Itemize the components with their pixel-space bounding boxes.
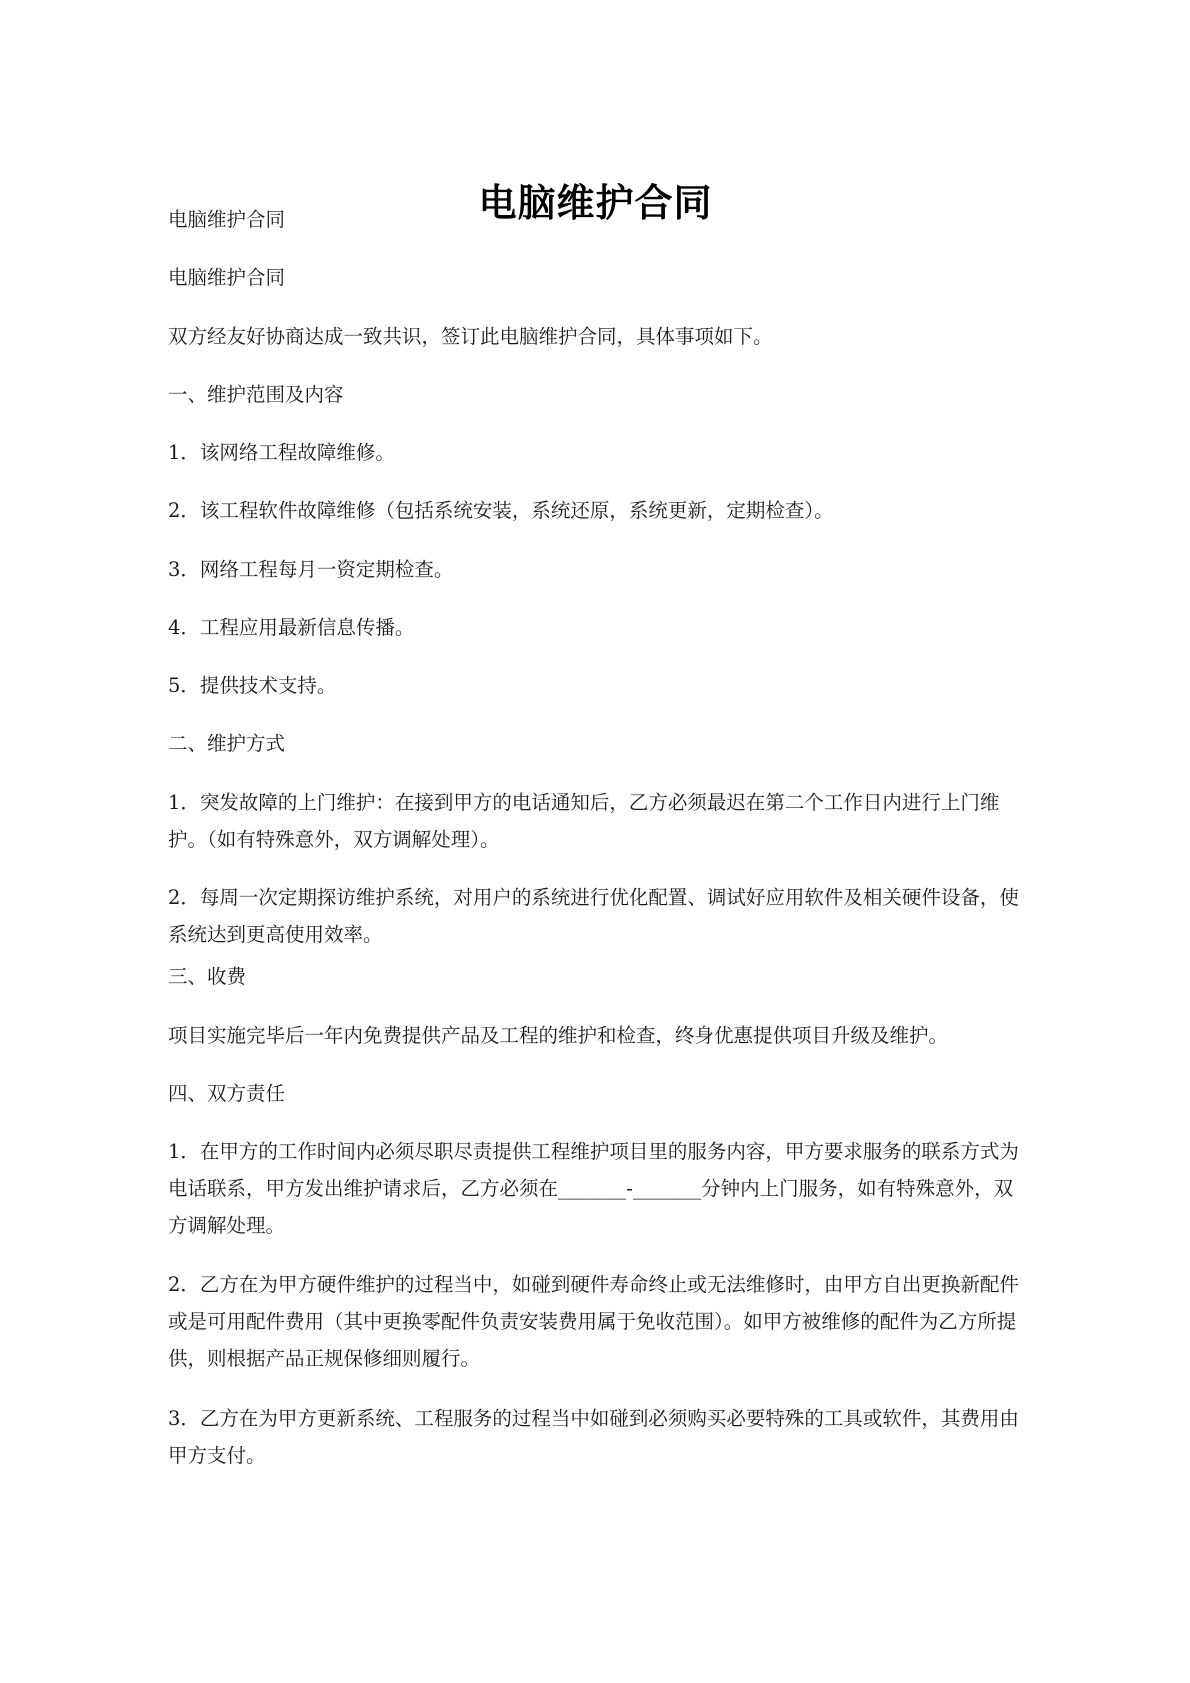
intro-paragraph: 双方经友好协商达成一致共识，签订此电脑维护合同，具体事项如下。 [168, 325, 773, 348]
clause-paragraph: 项目实施完毕后一年内免费提供产品及工程的维护和检查，终身优惠提供项目升级及维护。 [168, 1024, 949, 1047]
section-heading-scope: 一、维护范围及内容 [168, 383, 344, 406]
clause-paragraph: 1．突发故障的上门维护：在接到甲方的电话通知后，乙方必须最迟在第二个工作日内进行上门维护。（如有特殊意外，双方调解处理）。 [168, 791, 1000, 851]
clause-paragraph: 3．网络工程每月一资定期检查。 [168, 558, 454, 581]
subtitle-line: 电脑维护合同 [168, 208, 286, 231]
subtitle-line: 电脑维护合同 [168, 266, 286, 289]
clause-paragraph: 3．乙方在为甲方更新系统、工程服务的过程当中如碰到必须购买必要特殊的工具或软件，其费用由甲方支付。 [168, 1407, 1019, 1467]
clause-paragraph: 4．工程应用最新信息传播。 [168, 616, 415, 639]
section-heading-responsibilities: 四、双方责任 [168, 1082, 286, 1105]
clause-paragraph: 2．乙方在为甲方硬件维护的过程当中，如碰到硬件寿命终止或无法维修时，由甲方自出更换新配件或是可用配件费用（其中更换零配件负责安装费用属于免收范围）。如甲方被维修的配件为乙方所提供，则根据产品正规保修细则履行。 [168, 1273, 1019, 1370]
clause-paragraph: 5．提供技术支持。 [168, 674, 337, 697]
clause-paragraph: 1．该网络工程故障维修。 [168, 441, 395, 464]
section-heading-fees: 三、收费 [168, 965, 247, 988]
clause-paragraph: 2．每周一次定期探访维护系统，对用户的系统进行优化配置、调试好应用软件及相关硬件设备，使系统达到更高使用效率。 [168, 886, 1019, 946]
clause-paragraph: 1．在甲方的工作时间内必须尽职尽责提供工程维护项目里的服务内容，甲方要求服务的联系方式为电话联系，甲方发出维护请求后，乙方必须在_______-_______分钟内上门服务，如有特殊意外，双方调解处理。 [168, 1140, 1019, 1237]
document-title: 电脑维护合同 [478, 181, 713, 226]
section-heading-method: 二、维护方式 [168, 732, 286, 755]
clause-paragraph: 2．该工程软件故障维修（包括系统安装，系统还原，系统更新，定期检查）。 [168, 499, 834, 522]
